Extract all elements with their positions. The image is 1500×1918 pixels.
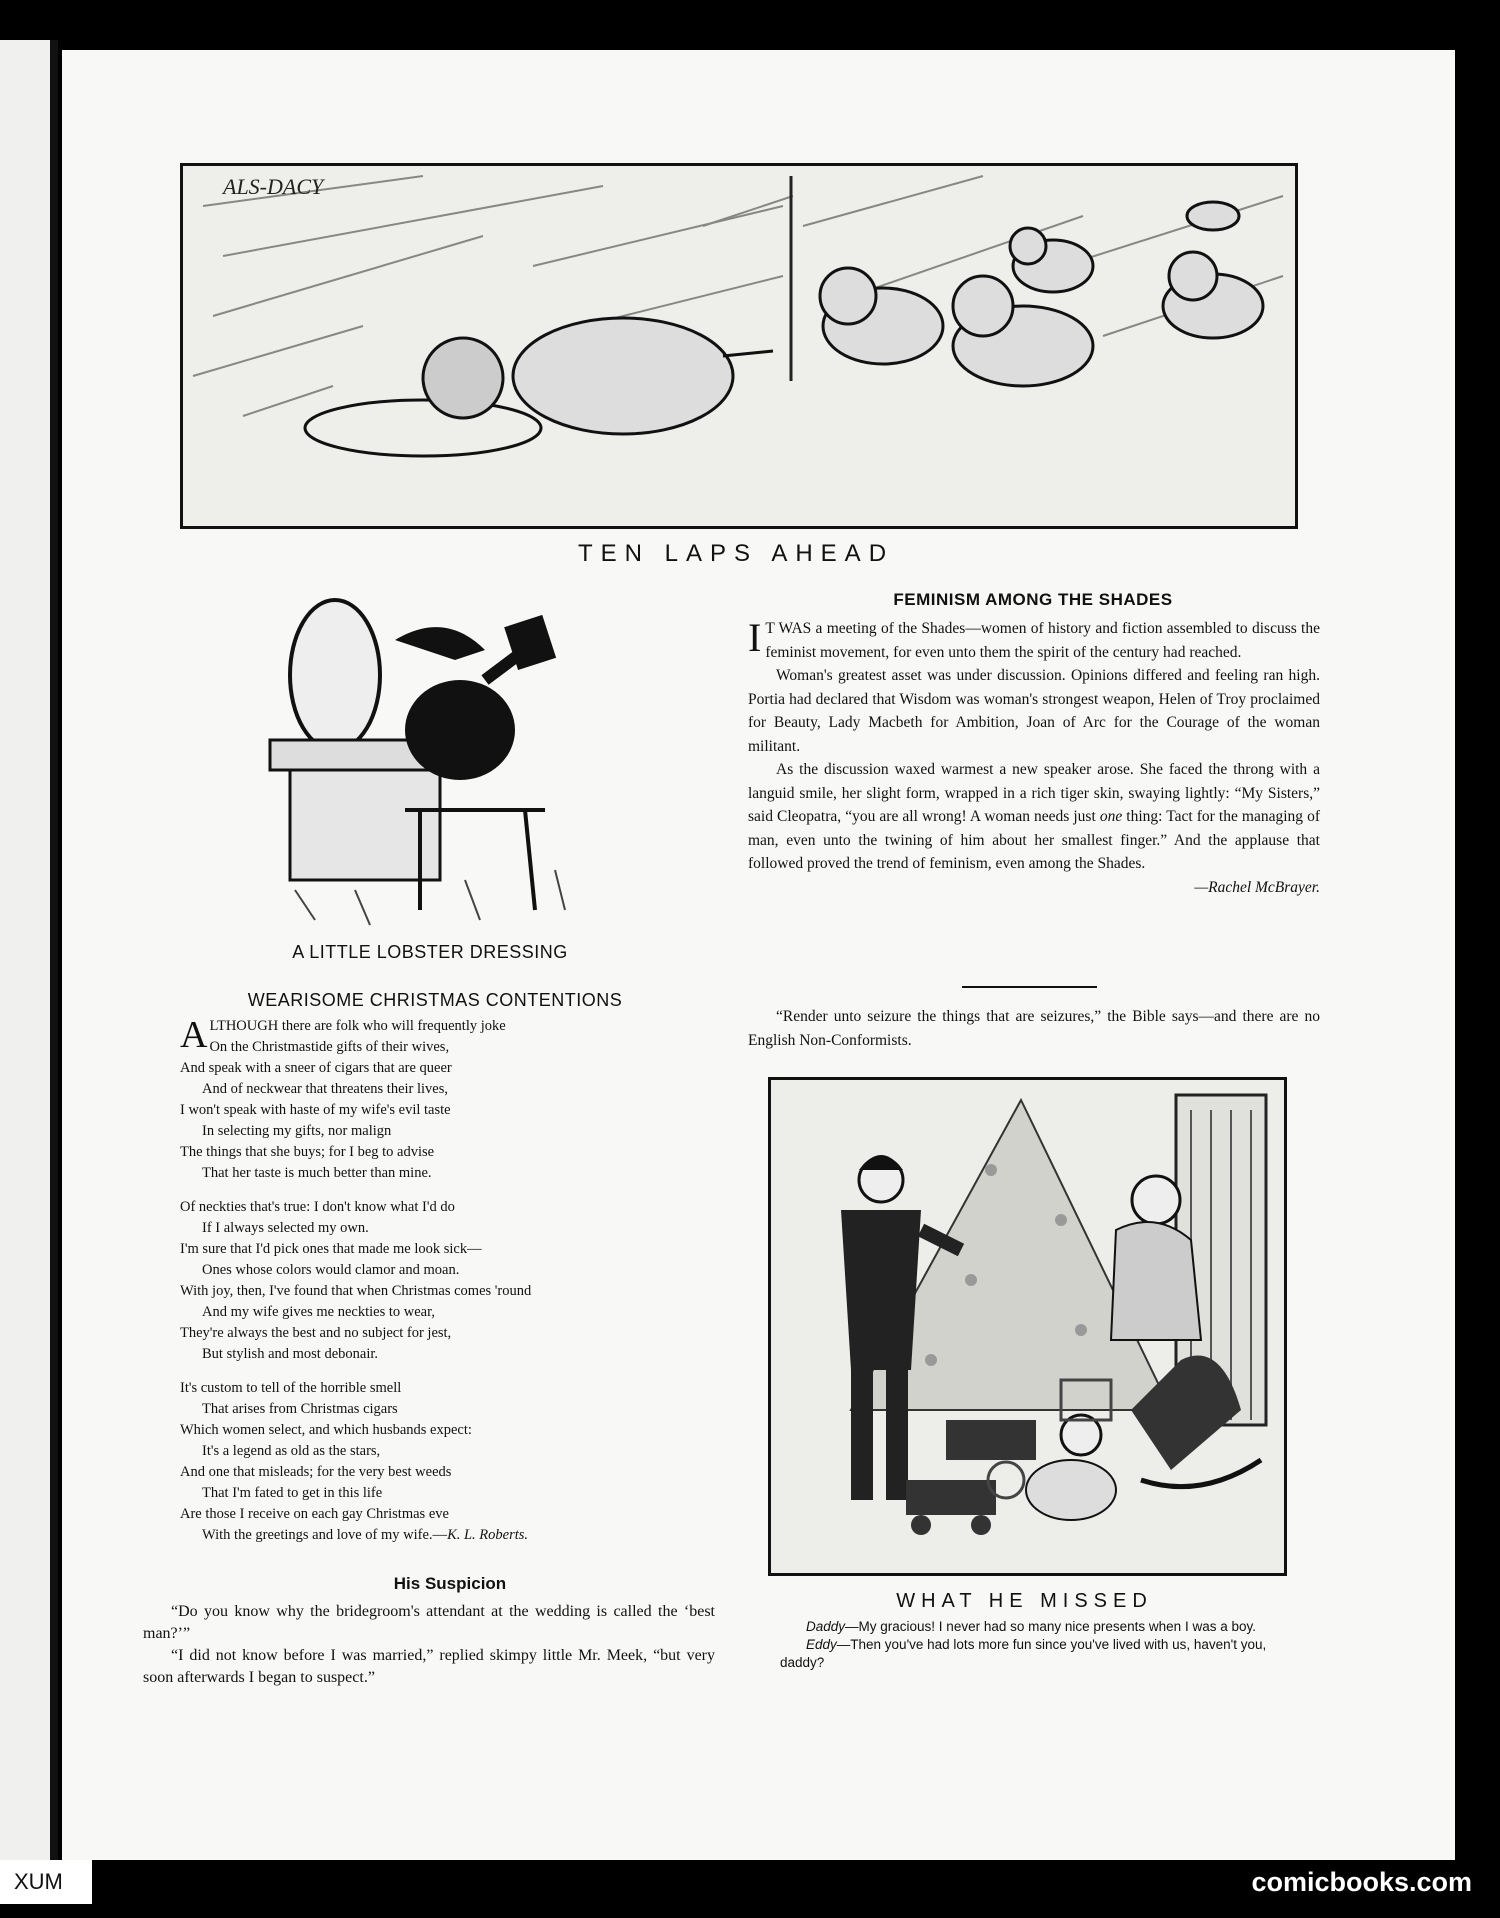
feminism-text: thing: Tact for the managing of man, even unto the twining of him about her smallest finger.” And the applause that followed proved the trend of feminism, even among the Shades. [748, 808, 1320, 872]
poem-line: In selecting my gifts, nor malign [202, 1123, 392, 1139]
poem-line: Ones whose colors would clamor and moan. [202, 1262, 460, 1278]
feminism-paragraph-3 [748, 758, 1320, 876]
suspicion-body [143, 1601, 715, 1689]
speaker-daddy: Daddy [806, 1619, 846, 1634]
feminism-drop-cap: I [748, 615, 762, 660]
christmas-caption: WHAT HE MISSED [896, 1590, 1153, 1612]
christmas-dialog [780, 1618, 1280, 1672]
lobster-illustration [255, 590, 605, 930]
poem-drop-cap: A [180, 1014, 208, 1056]
poem-line: And speak with a sneer of cigars that are queer [180, 1060, 452, 1076]
feminism-text: T WAS a meeting of the Shades—women of history and fiction assembled to discuss the feminist movement, for even unto them the spirit of the century had reached. [765, 620, 1320, 661]
dialog-text: —Then you've had lots more fun since you've lived with us, haven't you, daddy? [780, 1637, 1267, 1670]
dialog-text: —My gracious! I never had so many nice presents when I was a boy. [845, 1619, 1256, 1634]
poem-line: I won't speak with haste of my wife's evil taste [180, 1102, 451, 1118]
suspicion-paragraph: “Do you know why the bridegroom's attendant at the wedding is called the ‘best man?’” [143, 1603, 715, 1642]
poem-signature: K. L. Roberts. [447, 1527, 529, 1543]
poem-line: I'm sure that I'd pick ones that made me look sick— [180, 1241, 482, 1257]
poem-line: And my wife gives me neckties to wear, [202, 1304, 435, 1320]
poem-line: If I always selected my own. [202, 1220, 369, 1236]
poem-line: On the Christmastide gifts of their wives, [209, 1039, 450, 1055]
christmas-cartoon [768, 1077, 1287, 1576]
dialog-line-eddy [780, 1636, 1280, 1672]
poem-line: Are those I receive on each gay Christmas eve [180, 1506, 449, 1522]
poem-line: Of neckties that's true: I don't know what I'd do [180, 1199, 455, 1215]
feminism-emphasis: one [1099, 808, 1123, 825]
poem-line: LTHOUGH there are folk who will frequently joke [209, 1018, 506, 1034]
poem-body [180, 1016, 720, 1559]
top-cartoon [180, 163, 1298, 529]
feminism-paragraph-2: Woman's greatest asset was under discussion. Opinions differed and feeling ran high. Portia had declared that Wisdom was woman's strongest weapon, Helen of Troy proclaimed for Beauty, Lady Macbeth for Ambition, Joan of Arc for the Courage of the woman militant. [748, 667, 1320, 755]
artist-signature: ALS-DACY [223, 174, 324, 199]
poem-line: That I'm fated to get in this life [202, 1485, 383, 1501]
xum-tag: XUM [0, 1860, 92, 1904]
poem-line: And one that misleads; for the very best weeds [180, 1464, 452, 1480]
poem-line: It's custom to tell of the horrible smell [180, 1380, 402, 1396]
top-cartoon-caption: TEN LAPS AHEAD [577, 540, 895, 567]
poem-stanza-3 [180, 1378, 720, 1546]
poem-line: That arises from Christmas cigars [202, 1401, 398, 1417]
poem-line [180, 1525, 720, 1546]
feminism-body [748, 617, 1320, 899]
feminism-signature: —Rachel McBrayer. [1194, 878, 1320, 896]
poem-line: The things that she buys; for I beg to advise [180, 1144, 435, 1160]
christmas-tree-illustration [771, 1080, 1284, 1573]
suspicion-paragraph: “I did not know before I was married,” replied skimpy little Mr. Meek, “but very soon afterwards I began to suspect.” [143, 1647, 715, 1686]
poem-line: They're always the best and no subject for jest, [180, 1325, 452, 1341]
feminism-text: As the discussion waxed warmest a new speaker arose. She faced the throng with a languid smile, her slight form, wrapped in a rich tiger skin, swaying lightly: “My Sisters,” said Cleopatra, “you are all wrong! A woman needs just [748, 761, 1320, 825]
kittens-illustration [183, 166, 1295, 526]
feminism-title: FEMINISM AMONG THE SHADES [893, 590, 1173, 609]
poem-line: With joy, then, I've found that when Christmas comes 'round [180, 1283, 532, 1299]
speaker-eddy: Eddy [806, 1637, 837, 1652]
suspicion-title: His Suspicion [393, 1574, 507, 1593]
dialog-line-daddy [780, 1618, 1280, 1636]
page-spine [0, 40, 58, 1870]
poem-stanza-1 [180, 1016, 720, 1184]
feminism-paragraph-1 [748, 617, 1320, 664]
poem-title: WEARISOME CHRISTMAS CONTENTIONS [247, 990, 623, 1010]
poem-stanza-2 [180, 1197, 720, 1365]
poem-line: That her taste is much better than mine. [202, 1165, 432, 1181]
poem-line-text: With the greetings and love of my wife.— [202, 1527, 448, 1543]
section-divider [962, 986, 1097, 988]
poem-line: But stylish and most debonair. [202, 1346, 379, 1362]
lobster-cartoon [255, 590, 605, 930]
poem-line: And of neckwear that threatens their lives, [202, 1081, 449, 1097]
poem-line: Which women select, and which husbands expect: [180, 1422, 472, 1438]
site-watermark: comicbooks.com [1251, 1867, 1472, 1897]
seizure-note [748, 1005, 1320, 1052]
seizure-text: “Render unto seizure the things that are seizures,” the Bible says—and there are no English Non-Conformists. [748, 1008, 1320, 1049]
poem-line: It's a legend as old as the stars, [202, 1443, 381, 1459]
lobster-caption: A LITTLE LOBSTER DRESSING [292, 942, 568, 962]
